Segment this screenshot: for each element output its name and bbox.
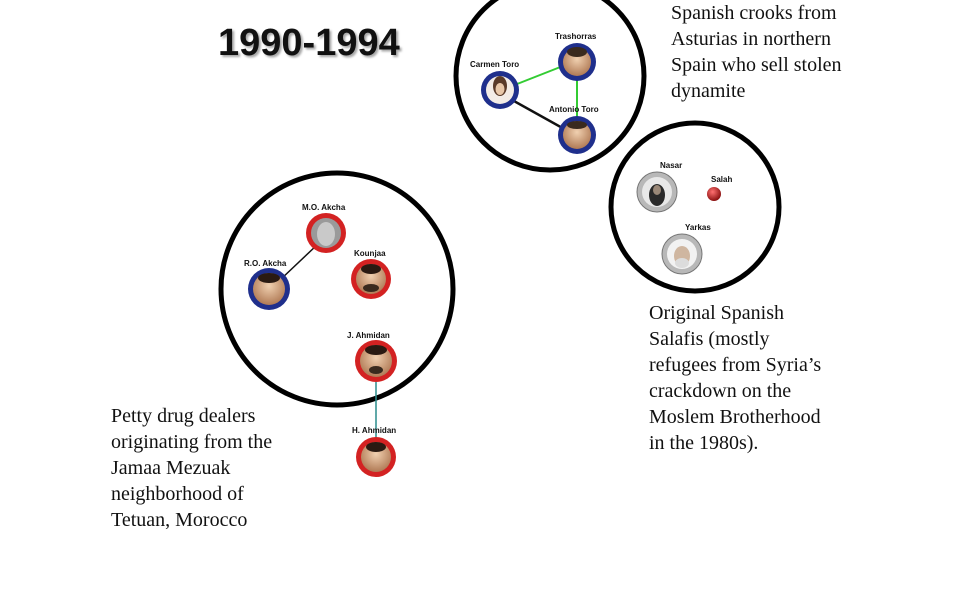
node-ro-akcha [244, 259, 290, 310]
label-trashorras: Trashorras [555, 32, 597, 41]
label-h-ahmidan: H. Ahmidan [352, 426, 397, 435]
label-antonio-toro: Antonio Toro [549, 105, 599, 114]
label-nasar: Nasar [660, 161, 683, 170]
caption-line: neighborhood of [111, 483, 244, 505]
label-j-ahmidan: J. Ahmidan [347, 331, 390, 340]
caption-line: Spain who sell stolen [671, 54, 842, 76]
caption-line: Salafis (mostly [649, 328, 770, 350]
caption-line: Asturias in northern [671, 28, 831, 50]
node-carmen-toro [470, 60, 519, 109]
caption-line: Petty drug dealers [111, 405, 256, 427]
node-yarkas [662, 223, 711, 274]
node-kounjaa [351, 249, 391, 299]
caption-line: Tetuan, Morocco [111, 509, 248, 531]
node-j-ahmidan [347, 331, 397, 382]
label-yarkas: Yarkas [685, 223, 711, 232]
node-salah [707, 175, 732, 201]
caption-tetuan [111, 403, 272, 533]
label-mo-akcha: M.O. Akcha [302, 203, 346, 212]
label-salah: Salah [711, 175, 733, 184]
node-nasar [637, 161, 682, 212]
caption-line: in the 1980s). [649, 432, 759, 454]
caption-asturias [671, 0, 842, 104]
node-trashorras [555, 32, 597, 81]
caption-line: dynamite [671, 80, 746, 102]
caption-line: Jamaa Mezuak [111, 457, 231, 479]
node-h-ahmidan [352, 426, 396, 477]
diagram-title: 1990-1994 [218, 22, 400, 64]
caption-line: Original Spanish [649, 302, 784, 324]
caption-line: Moslem Brotherhood [649, 406, 821, 428]
caption-line: originating from the [111, 431, 273, 453]
label-carmen-toro: Carmen Toro [470, 60, 520, 69]
node-mo-akcha [302, 203, 346, 253]
caption-salafis [649, 300, 821, 456]
node-antonio-toro [549, 105, 599, 154]
caption-line: refugees from Syria’s [649, 354, 822, 376]
label-ro-akcha: R.O. Akcha [244, 259, 287, 268]
label-kounjaa: Kounjaa [354, 249, 386, 258]
caption-line: crackdown on the [649, 380, 792, 402]
caption-line: Spanish crooks from [671, 2, 837, 24]
